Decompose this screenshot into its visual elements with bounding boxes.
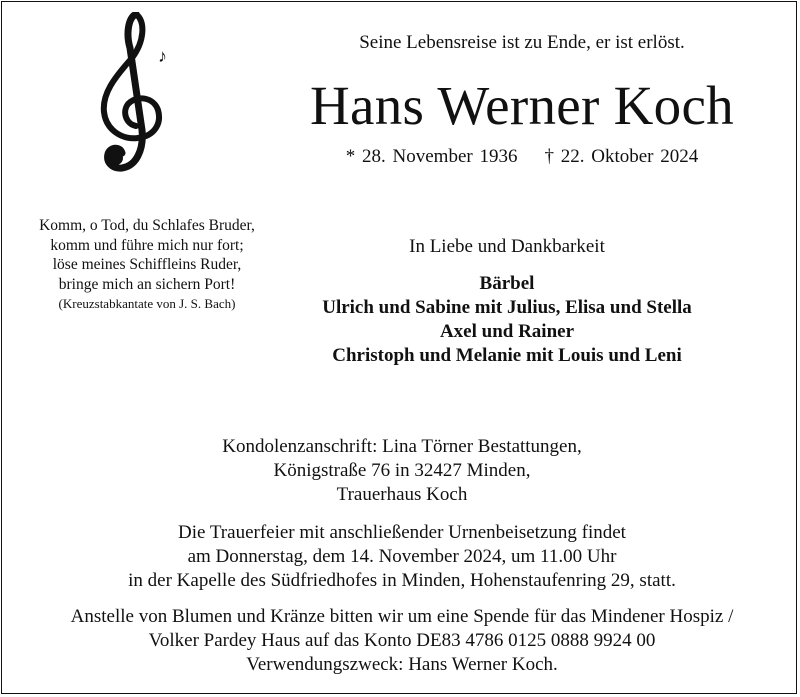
mourner-name: Axel und Rainer <box>439 321 575 342</box>
poem-line: komm und führe mich nur fort; <box>50 236 244 254</box>
treble-clef-icon <box>92 12 182 177</box>
death-date: † 22. Oktober 2024 <box>544 146 699 167</box>
notice-frame <box>1 1 797 694</box>
poem-line: bringe mich an sichern Port! <box>58 275 236 293</box>
address-line: Kondolenzanschrift: Lina Törner Bestattungen, <box>222 436 582 457</box>
ceremony-line: Die Trauerfeier mit anschließender Urnenbeisetzung findet <box>178 522 626 543</box>
deceased-name: Hans Werner Koch <box>310 75 734 136</box>
mourners-list <box>252 272 762 368</box>
address-line: Trauerhaus Koch <box>336 484 468 505</box>
donation-request <box>22 605 782 677</box>
poem-line: löse meines Schiffleins Ruder, <box>52 256 242 273</box>
mourners-intro: In Liebe und Dankbarkeit <box>409 236 605 257</box>
mourner-name: Ulrich und Sabine mit Julius, Elisa und Stella <box>322 297 692 318</box>
life-dates <box>292 146 752 168</box>
funeral-info <box>42 521 762 593</box>
poem <box>22 216 272 314</box>
donation-line: Verwendungszweck: Hans Werner Koch. <box>246 654 558 675</box>
birth-date: * 28. November 1936 <box>345 146 518 167</box>
address-line: Königstraße 76 in 32427 Minden, <box>273 460 531 481</box>
donation-line: Volker Pardey Haus auf das Konto DE83 4786 0125 0888 9924 00 <box>148 630 656 651</box>
condolence-address <box>102 435 702 507</box>
eighth-note-icon: ♪ <box>158 46 167 66</box>
mourner-name: Bärbel <box>479 273 535 294</box>
mourner-name: Christoph und Melanie mit Louis und Leni <box>332 345 682 366</box>
poem-source: (Kreuzstabkantate von J. S. Bach) <box>58 296 236 311</box>
donation-line: Anstelle von Blumen und Kränze bitten wir um eine Spende für das Mindener Hospiz / <box>70 606 734 627</box>
motto: Seine Lebensreise ist zu Ende, er ist erlöst. <box>359 32 685 53</box>
ceremony-line: am Donnerstag, dem 14. November 2024, um 11.00 Uhr <box>187 546 617 567</box>
ceremony-line: in der Kapelle des Südfriedhofes in Minden, Hohenstaufenring 29, statt. <box>128 570 676 591</box>
poem-line: Komm, o Tod, du Schlafes Bruder, <box>39 217 255 234</box>
